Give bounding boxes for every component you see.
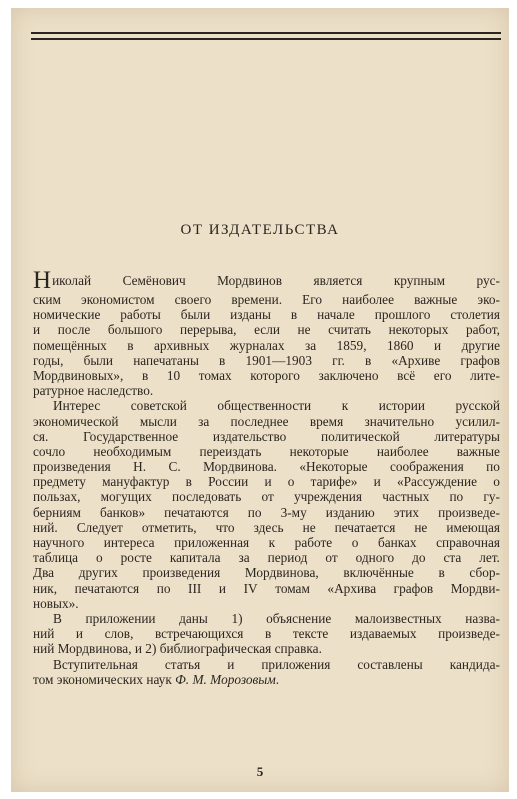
word: даны	[179, 610, 208, 626]
word: графов	[393, 580, 434, 596]
word: важные	[414, 292, 458, 307]
word: литературы	[434, 428, 500, 444]
text-line	[33, 292, 500, 307]
word: здесь	[253, 519, 284, 535]
word: за	[198, 413, 210, 429]
first-word-rest: иколай	[52, 273, 92, 288]
word: эко-	[477, 292, 500, 307]
word: в	[265, 626, 272, 642]
word: одного	[355, 550, 395, 566]
word: «Рассуждение	[396, 474, 478, 490]
word: «Некоторые	[299, 459, 368, 475]
word: мысли	[139, 413, 177, 429]
word: помещённых	[33, 337, 107, 353]
word: своего	[174, 292, 212, 307]
word: экономистом	[81, 292, 155, 307]
word: включённые	[343, 565, 414, 581]
word: перерыва,	[180, 322, 237, 338]
word: мануфактур	[102, 474, 170, 490]
word: времени.	[231, 292, 283, 307]
word: некоторые	[289, 443, 349, 459]
word: работ,	[465, 322, 500, 338]
word: по	[156, 580, 171, 596]
word: лет.	[479, 550, 500, 566]
word: годы,	[33, 352, 64, 368]
word: и	[373, 474, 381, 490]
word: не	[302, 519, 316, 535]
word: научного	[33, 535, 85, 550]
word: назва-	[465, 610, 500, 626]
word: статья	[164, 656, 201, 672]
word: журналах	[229, 337, 285, 353]
word: по	[486, 459, 500, 475]
word: «Архива	[327, 580, 377, 596]
word: о	[493, 474, 500, 490]
word: Государственное	[83, 428, 179, 444]
word: ник,	[33, 580, 58, 596]
word: последовать	[171, 489, 242, 505]
word: слов,	[104, 626, 134, 642]
word: после	[57, 322, 91, 338]
word: произведе-	[438, 626, 500, 642]
word: что	[215, 519, 235, 535]
word: произведения	[142, 565, 221, 581]
word: сочло	[33, 443, 66, 459]
word: и	[264, 474, 272, 490]
word: ста	[443, 550, 462, 566]
book-page	[11, 8, 509, 792]
top-rule	[31, 32, 501, 34]
word: этих	[393, 504, 420, 520]
text-line-first	[33, 267, 500, 294]
text-line	[33, 429, 500, 444]
word: ний	[33, 626, 55, 642]
word: «Архиве	[391, 352, 441, 368]
text-line	[33, 672, 500, 687]
word: всё	[397, 367, 416, 383]
word: номические	[33, 307, 101, 323]
word: Мордви-	[450, 580, 500, 596]
text-line	[33, 626, 500, 641]
word: тексте	[292, 626, 329, 642]
text-line	[33, 565, 500, 580]
word: печатается	[334, 519, 396, 535]
word: кандида-	[449, 656, 500, 672]
word: прошлого	[374, 307, 431, 323]
word: и	[75, 626, 84, 642]
word: России	[208, 474, 249, 490]
word: работе	[294, 535, 333, 550]
text-line	[33, 338, 500, 353]
page-number: 5	[256, 764, 264, 779]
word: некоторых	[388, 322, 449, 338]
word: Н.	[133, 459, 147, 475]
word: издаваемых	[349, 626, 417, 642]
word: 3-му	[280, 504, 307, 520]
word: графов	[460, 352, 500, 368]
word: время	[309, 413, 344, 429]
word: гу-	[483, 489, 500, 505]
word: по	[449, 489, 464, 505]
word: берниям	[33, 504, 81, 520]
word: 1)	[231, 610, 243, 626]
word: сбор-	[469, 565, 500, 581]
text-line	[33, 444, 500, 459]
word: С.	[168, 459, 181, 475]
word: в	[438, 565, 445, 581]
word: за	[305, 337, 317, 353]
word: наиболее	[376, 443, 429, 459]
word: не	[297, 322, 311, 338]
word: о	[96, 550, 103, 566]
word: капитала	[169, 550, 221, 566]
word: Вступительная	[53, 656, 138, 672]
word: к	[341, 398, 349, 414]
word: печатаются	[164, 504, 229, 520]
word: гг.	[332, 352, 345, 368]
word: о	[287, 474, 295, 490]
word: других	[78, 565, 118, 581]
first-word	[33, 267, 92, 294]
word: Мордвинов	[217, 273, 282, 288]
word: и	[434, 337, 442, 353]
word: советской	[130, 398, 187, 414]
drop-cap: Н	[33, 267, 52, 294]
word: и	[33, 322, 41, 338]
word: 1901—1903	[245, 352, 312, 368]
word: столетия	[450, 307, 500, 323]
word: необходимым	[93, 443, 172, 459]
word: от	[325, 550, 338, 566]
word: истории	[378, 398, 425, 414]
word: таблица	[33, 550, 79, 566]
word: Мордвинова,	[244, 565, 319, 581]
word: важные	[456, 443, 500, 459]
word: встречающихся	[154, 626, 244, 642]
text-line	[33, 505, 500, 520]
text-line	[33, 581, 500, 596]
word: которого	[250, 367, 300, 383]
word: в	[141, 367, 149, 383]
word: отметить,	[141, 519, 197, 535]
word: справочная	[436, 535, 500, 550]
text-line	[33, 322, 500, 337]
word: экономической	[33, 413, 119, 429]
text-line	[33, 414, 500, 429]
text-line	[33, 489, 500, 504]
word: произведения	[33, 459, 111, 475]
word: общественности	[217, 398, 312, 414]
word: в	[365, 352, 372, 368]
word: изданы	[230, 307, 271, 323]
word: лите-	[470, 367, 500, 383]
line-text: .	[275, 671, 280, 687]
word: значительно	[364, 413, 435, 429]
word: его	[433, 367, 452, 383]
word: в	[185, 474, 192, 490]
word: напечатаны	[133, 352, 199, 368]
word: является	[313, 273, 363, 288]
text-line: ний Мордвинова, и 2) библиографическая справка.	[33, 641, 322, 657]
word: 10	[166, 367, 181, 383]
word: 1860	[386, 337, 414, 353]
top-rule-inner	[31, 38, 501, 40]
word: политической	[321, 428, 400, 444]
text-line	[33, 611, 500, 626]
word: были	[83, 352, 114, 368]
word: до	[412, 550, 426, 566]
text-line	[33, 535, 500, 550]
word: русской	[455, 398, 500, 414]
word: издательство	[212, 428, 287, 444]
word: тарифе»	[310, 474, 358, 490]
word: печатаются	[74, 580, 140, 596]
text-line	[33, 474, 500, 489]
text-line	[33, 307, 500, 322]
word: о	[351, 535, 359, 550]
word: работы	[120, 307, 161, 323]
word: произведе-	[438, 504, 500, 520]
word: другие	[461, 337, 500, 353]
word: начале	[317, 307, 355, 323]
word: в	[127, 337, 134, 353]
word: большого	[107, 322, 163, 338]
text-line	[33, 398, 500, 413]
word: если	[254, 322, 280, 338]
word: архивных	[153, 337, 210, 353]
word: были	[180, 307, 211, 323]
word: усилил-	[455, 413, 500, 429]
word: предмету	[33, 474, 86, 490]
word: учреждения	[293, 489, 363, 505]
word: крупным	[393, 273, 446, 288]
author-name: Ф. М. Морозовым	[175, 671, 276, 687]
word: считать	[328, 322, 372, 338]
word: и	[218, 580, 227, 596]
word: период	[267, 550, 308, 566]
text-line	[33, 459, 500, 474]
text-line: новых».	[33, 595, 79, 611]
word: заключено	[318, 367, 379, 383]
text-line	[33, 657, 500, 672]
word: изданию	[325, 504, 375, 520]
word: наиболее	[342, 292, 394, 307]
word: ний.	[33, 519, 58, 535]
word: рус-	[476, 273, 500, 288]
word: по	[247, 504, 262, 520]
body-text	[33, 267, 500, 687]
word: банках	[377, 535, 417, 550]
word: Его	[302, 292, 323, 307]
word: приложения	[261, 656, 331, 672]
word: 1859,	[336, 337, 367, 353]
word: томах	[198, 367, 232, 383]
word: в	[219, 352, 226, 368]
word: и	[227, 656, 235, 672]
word: последнее	[230, 413, 289, 429]
word: от	[261, 489, 274, 505]
word: приложении	[85, 610, 156, 626]
word: имеющая	[446, 519, 500, 535]
text-line: ратурное наследство.	[33, 383, 154, 399]
word: IV	[243, 580, 258, 596]
word: приложенная	[174, 535, 250, 550]
word: частных	[382, 489, 430, 505]
word: соображения	[389, 459, 464, 475]
word: Мордвинова.	[203, 459, 277, 475]
word: росте	[120, 550, 152, 566]
word: интереса	[103, 535, 155, 550]
word: пользах,	[33, 489, 81, 505]
word: ся.	[33, 428, 49, 444]
page-heading: ОТ ИЗДАТЕЛЬСТВА	[180, 222, 340, 238]
word: малоизвестных	[354, 610, 442, 626]
text-line	[33, 550, 500, 565]
word: составлены	[357, 656, 423, 672]
word: Мордвиновых»,	[33, 367, 124, 383]
word: Семёнович	[122, 273, 186, 288]
line-text: том экономических наук	[33, 671, 176, 687]
word: переиздать	[199, 443, 262, 459]
word: томам	[275, 580, 310, 596]
word: ским	[33, 292, 61, 307]
text-line	[33, 520, 500, 535]
word: Интерес	[53, 398, 101, 414]
text-line	[33, 353, 500, 368]
text-line	[33, 368, 500, 383]
word: В	[53, 610, 62, 626]
word: объяснение	[266, 610, 332, 626]
word: III	[188, 580, 202, 596]
word: могущих	[100, 489, 152, 505]
word: не	[414, 519, 428, 535]
word: к	[268, 535, 276, 550]
word: в	[290, 307, 298, 323]
word: Следует	[76, 519, 123, 535]
word: банков»	[99, 504, 146, 520]
word: за	[238, 550, 250, 566]
word: Два	[33, 565, 55, 581]
